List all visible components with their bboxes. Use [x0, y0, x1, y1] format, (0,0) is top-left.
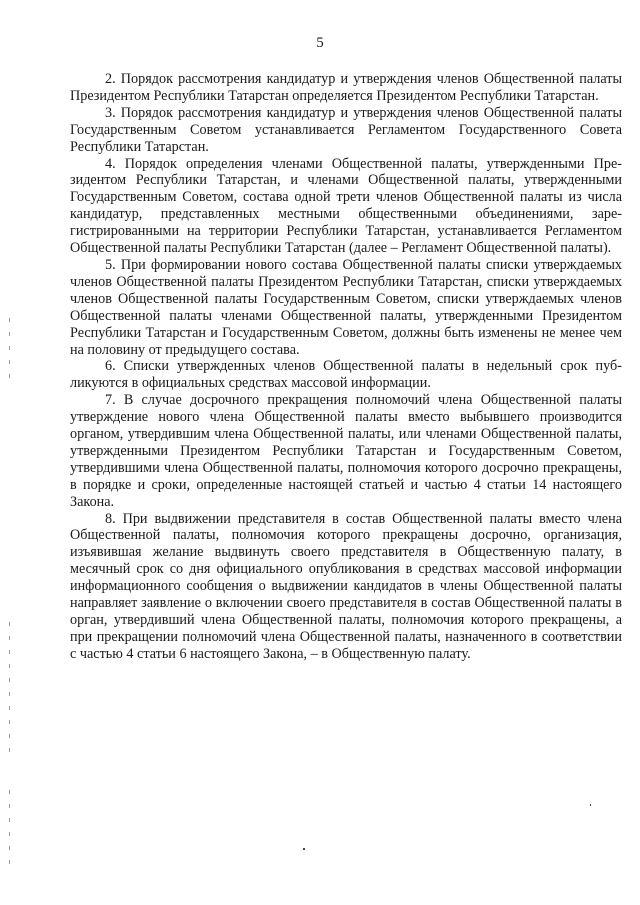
margin-scan-marks [9, 0, 13, 905]
margin-dot [9, 374, 10, 378]
margin-dot [9, 706, 10, 710]
margin-dot [9, 860, 10, 864]
margin-dot [9, 734, 10, 738]
document-body [70, 71, 622, 663]
page-number: 5 [316, 35, 324, 51]
margin-dot [9, 846, 10, 850]
margin-dot [9, 622, 10, 626]
paragraph-item-5: 5. При формировании нового состава Общественной палаты списки утверждаемых членов Общественной палаты Президентом Республики Татарстан, списки утверждаемых членов Общественной палаты Государственным Советом, списки утверждаемых членов Общественной палаты членами Общественной палаты, утвержденными Президентом Республики Татарстан и Государственным Советом, должны быть изменены не менее чем на половину от предыдущего состава. [70, 256, 622, 358]
margin-dot [9, 318, 10, 322]
margin-dot [9, 346, 10, 350]
margin-dot [9, 636, 10, 640]
paragraph-item-3: 3. Порядок рассмотрения кандидатур и утверждения членов Общественной палаты Государственным Советом устанавливается Регламентом Государственного Совета Республики Татарстан. [70, 104, 622, 155]
margin-dot [9, 360, 10, 364]
margin-dot [9, 818, 10, 822]
scan-speck [590, 804, 591, 806]
paragraph-item-2: 2. Порядок рассмотрения кандидатур и утверждения членов Общественной палаты Президентом Республики Татарстан определяется Президентом Республики Татарстан. [70, 71, 622, 104]
paragraph-item-8: 8. При выдвижении представителя в состав Общественной палаты вместо члена Общественной палаты, полномочия которого прекращены досрочно, организация, изъявившая желание выдвинуть своего представителя в Общественную палату, в месячный срок со дня официального опубликования в средствах массовой информации информационного сообщения о выдвижении кандидатов в члены Общественной палаты направляет заявление о включении своего представителя в состав Общественной палаты в орган, утвердивший члена Общественной палаты, полномочия которого прекращены, а при прекращении полномочий члена Общественной палаты, назначенного в соответствии с частью 4 статьи 6 настоящего Закона, – в Общественную палату. [70, 510, 622, 662]
paragraph-item-7: 7. В случае досрочного прекращения полномочий члена Общественной палаты утверждение нового члена Общественной палаты вместо выбывшего производится органом, утвердившим члена Общественной палаты, или членами Общественной палаты, утвержденными Президентом Республики Татарстан и Государственным Советом, утвердившими члена Общественной палаты, полномочия которого досрочно прекращены, в порядке и сроки, определенные настоящей статьей и частью 4 статьи 14 настоящего Закона. [70, 392, 622, 510]
paragraph-item-4: 4. Порядок определения членами Общественной палаты, утвержденными Президентом Республики Татарстан, и членами Общественной палаты, утвержденными Государственным Советом, состава одной трети членов Общественной палаты из числа кандидатур, представленных местными общественными объединениями, зарегистрированными на территории Республики Татарстан, устанавливается Регламентом Общественной палаты Республики Татарстан (далее – Регламент Общественной палаты). [70, 155, 622, 257]
margin-dot [9, 832, 10, 836]
margin-dot [9, 804, 10, 808]
margin-dot [9, 650, 10, 654]
margin-dot [9, 678, 10, 682]
margin-dot [9, 790, 10, 794]
margin-dot [9, 692, 10, 696]
margin-dot [9, 332, 10, 336]
paragraph-item-6: 6. Списки утвержденных членов Общественной палаты в недельный срок публикуются в официальных средствах массовой информации. [70, 358, 622, 392]
margin-dot [9, 720, 10, 724]
margin-dot [9, 664, 10, 668]
margin-dot [9, 748, 10, 752]
scan-speck [303, 848, 305, 850]
